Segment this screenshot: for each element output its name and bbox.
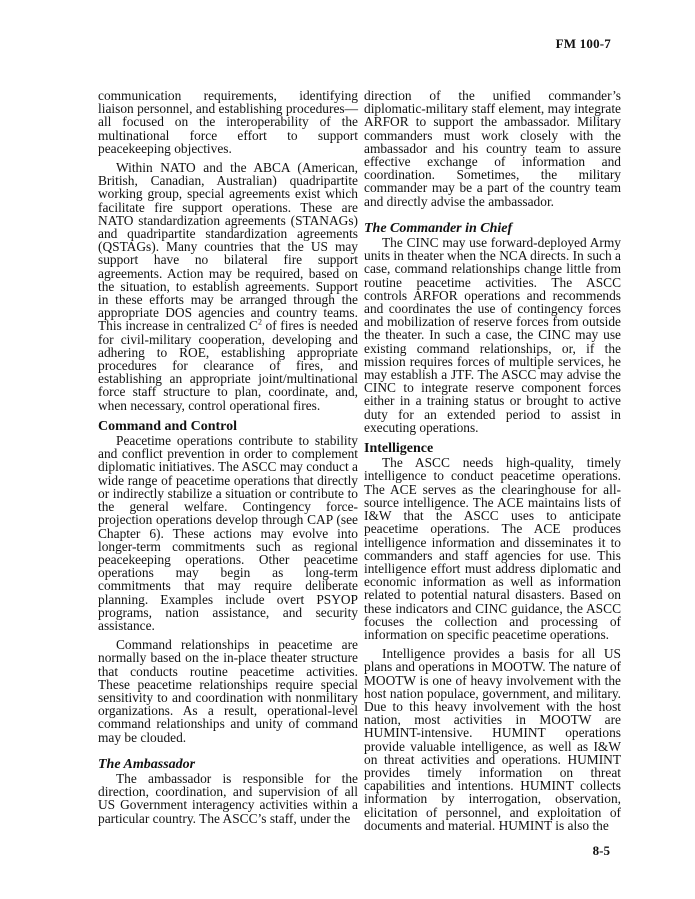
paragraph: Command relationships in peacetime are normally based on the in-place theater structure that conducts routine peacetime activities. These peacetime relationships require special sensitivity to and coordination with nonmilitary organizations. As a result, operational-level command relationships and unity of command may be clouded.	[98, 637, 358, 745]
paragraph: The ambassador is responsible for the direction, coordination, and supervision of all US Government interagency activities within a particular country. The ASCC’s staff, under the	[98, 770, 358, 826]
paragraph: communication requirements, identifying liaison personnel, and establishing procedures—all focused on the interoperability of the multinational force effort to support peacekeeping objectives.	[98, 88, 358, 156]
paragraph: The ASCC needs high-quality, timely intelligence to conduct peacetime operations. The ACE serves as the clearinghouse for all-source intelligence. The ACE maintains lists of I&W that the ASCC uses to anticipate peacetime operations. The ACE produces intelligence information and disseminates it to commanders and staff agencies for use. This intelligence effort must address diplomatic and economic information as well as information related to potential natural disasters. Based on these indicators and CINC guidance, the ASCC focuses the collection and processing of information on specific peacetime operations.	[364, 455, 621, 642]
page-number: 8-5	[592, 843, 610, 858]
paragraph-text: Within NATO and the ABCA (American, British, Canadian, Australian) quadripartite working group, special agreements exist which facilitate fire support operations. These are NATO standardization agreements (STANAGs) and quadripartite standardization agreements (QSTAGs). Many countries that the US may support have no bilateral fire support agreements. Action may be required, based on the situation, to establish agreements. Support in these efforts may be arranged through the appropriate DOS agencies and country teams. This increase in centralized C	[98, 160, 358, 334]
document-id-header: FM 100-7	[555, 36, 611, 51]
paragraph: The CINC may use forward-deployed Army units in theater when the NCA directs. In such a case, command relationships change little from routine peacetime activities. The ASCC controls ARFOR operations and recommends and coordinates the use of contingency forces and mobilization of reserve forces from outside the theater. In such a case, the CINC may use existing command relationships, or, if the mission requires forces of multiple services, he may establish a JTF. The ASCC may advise the CINC to integrate reserve component forces either in a training status or brought to active duty for an extended period to assist in executing operations.	[364, 235, 621, 435]
superscript: 2	[257, 317, 262, 327]
paragraph: Intelligence provides a basis for all US plans and operations in MOOTW. The nature of MOOTW is one of heavy involvement with the host nation populace, government, and military. Due to this heavy involvement with the host nation, most activities in MOOTW are HUMINT-intensive. HUMINT operations provide valuable intelligence, as well as I&W on threat activities and operations. HUMINT provides timely information on threat capabilities and intentions. HUMINT collects information by interrogation, observation, elicitation of personnel, and exploitation of documents and material. HUMINT is also the	[364, 646, 621, 833]
paragraph: direction of the unified commander’s diplomatic-military staff element, may integrate ARFOR to support the ambassador. Military commanders must work closely with the ambassador and his country team to assure effective exchange of information and coordination. Sometimes, the military commander may be a part of the country team and directly advise the ambassador.	[364, 88, 621, 209]
left-column	[98, 89, 358, 831]
paragraph	[98, 161, 358, 412]
right-column	[364, 89, 621, 838]
subsection-heading-ambassador: The Ambassador	[98, 756, 196, 772]
paragraph: Peacetime operations contribute to stability and conflict prevention in order to complement diplomatic initiatives. The ASCC may conduct a wide range of peacetime operations that directly or indirectly stabilize a situation or contribute to the general welfare. Contingency force-projection operations develop through CAP (see Chapter 6). These actions may evolve into longer-term commitments such as regional peacekeeping operations. Other peacetime operations may begin as long-term commitments that may require deliberate planning. Examples include overt PSYOP programs, nation assistance, and security assistance.	[98, 433, 358, 633]
paragraph-text: of fires is needed for civil-military cooperation, developing and adhering to ROE, establishing appropriate procedures for clearance of fires, and establishing an appropriate joint/multinational force staff structure to plan, coordinate, and, when necessary, control operational fires.	[98, 318, 358, 413]
section-heading-command-and-control: Command and Control	[98, 418, 237, 434]
subsection-heading-commander-in-chief: The Commander in Chief	[364, 220, 513, 236]
section-heading-intelligence: Intelligence	[364, 441, 434, 457]
